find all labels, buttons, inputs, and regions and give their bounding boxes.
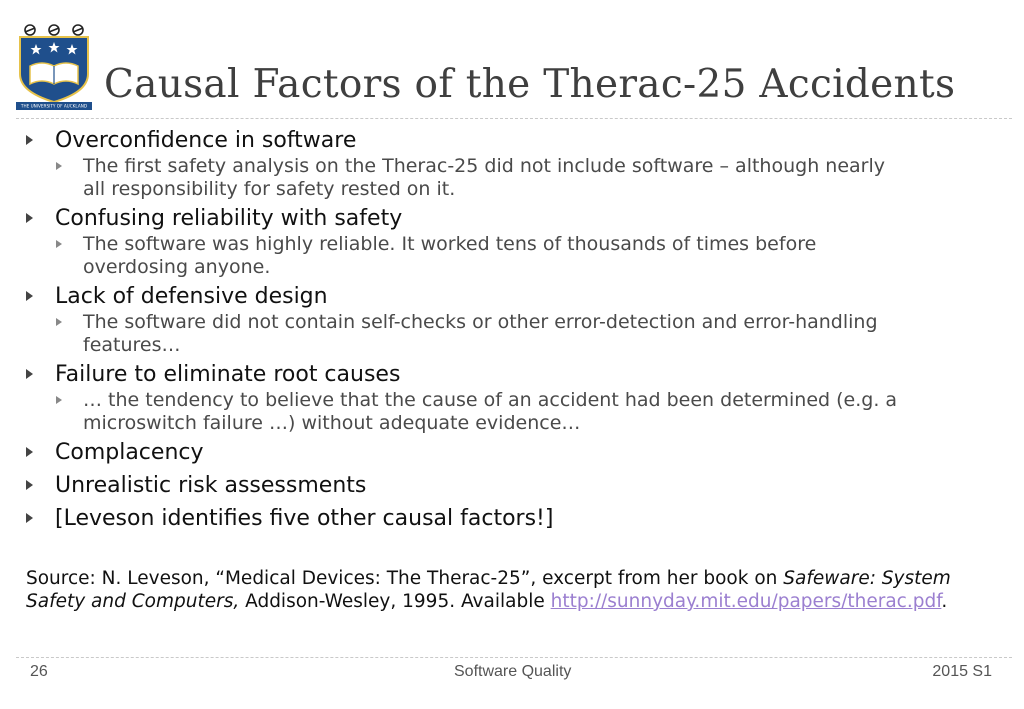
bullet-arrow-icon: [26, 135, 33, 145]
university-crest-icon: [16, 22, 92, 110]
bullet-text: Failure to eliminate root causes: [55, 362, 401, 387]
bullet-text: Unrealistic risk assessments: [55, 473, 367, 498]
bullet-text: Lack of defensive design: [55, 284, 328, 309]
logo-caption-line1: THE UNIVERSITY OF AUCKLAND: [20, 103, 88, 109]
bullet-arrow-icon: [26, 480, 33, 490]
bullet-item: [26, 282, 986, 311]
title-divider: [16, 118, 1012, 119]
sub-bullet-arrow-icon: [56, 318, 62, 326]
sub-bullet-arrow-icon: [56, 162, 62, 170]
bullet-text: Complacency: [55, 440, 204, 465]
footer-divider: [16, 657, 1012, 658]
bullet-item: [26, 126, 986, 155]
sub-bullet-text: The software was highly reliable. It worked tens of thousands of times before overdosing anyone.: [83, 233, 817, 278]
sub-bullet-text: … the tendency to believe that the cause of an accident had been determined (e.g. a microswitch failure …) without adequate evidence…: [83, 389, 898, 434]
bullet-item: [26, 438, 986, 467]
sub-bullet-item: [26, 155, 913, 201]
bullet-arrow-icon: [26, 369, 33, 379]
sub-bullet-item: [26, 311, 913, 357]
sub-bullet-text: The first safety analysis on the Therac-25 did not include software – although nearly all responsibility for safety rested on it.: [83, 155, 885, 200]
bullet-item: [26, 360, 986, 389]
source-suffix: .: [941, 591, 948, 612]
bullet-item: [26, 504, 986, 533]
source-link[interactable]: http://sunnyday.mit.edu/papers/therac.pdf: [550, 591, 942, 612]
university-logo: [16, 22, 92, 110]
source-citation: [26, 567, 986, 613]
bullet-text: Overconfidence in software: [55, 128, 357, 153]
bullet-arrow-icon: [26, 291, 33, 301]
bullet-arrow-icon: [26, 213, 33, 223]
bullet-item: [26, 204, 986, 233]
slide-title: Causal Factors of the Therac-25 Accidents: [104, 62, 956, 107]
sub-bullet-arrow-icon: [56, 240, 62, 248]
bullet-item: [26, 471, 986, 500]
bullet-arrow-icon: [26, 447, 33, 457]
footer-term: 2015 S1: [932, 663, 992, 680]
sub-bullet-text: The software did not contain self-checks or other error-detection and error-handling features…: [83, 311, 878, 356]
sub-bullet-item: [26, 389, 913, 435]
bullet-arrow-icon: [26, 513, 33, 523]
page-number: 26: [30, 663, 48, 680]
bullet-text: Confusing reliability with safety: [55, 206, 403, 231]
source-publisher: Addison-Wesley, 1995. Available: [239, 591, 551, 612]
source-prefix: Source: N. Leveson, “Medical Devices: The Therac-25”, excerpt from her book on: [26, 568, 784, 589]
footer-course: Software Quality: [454, 663, 572, 680]
source-book-title: Safeware: System Safety and Computers,: [26, 568, 951, 612]
sub-bullet-item: [26, 233, 913, 279]
sub-bullet-arrow-icon: [56, 396, 62, 404]
bullet-text: [Leveson identifies five other causal factors!]: [55, 506, 554, 531]
bullet-list: [26, 126, 986, 533]
